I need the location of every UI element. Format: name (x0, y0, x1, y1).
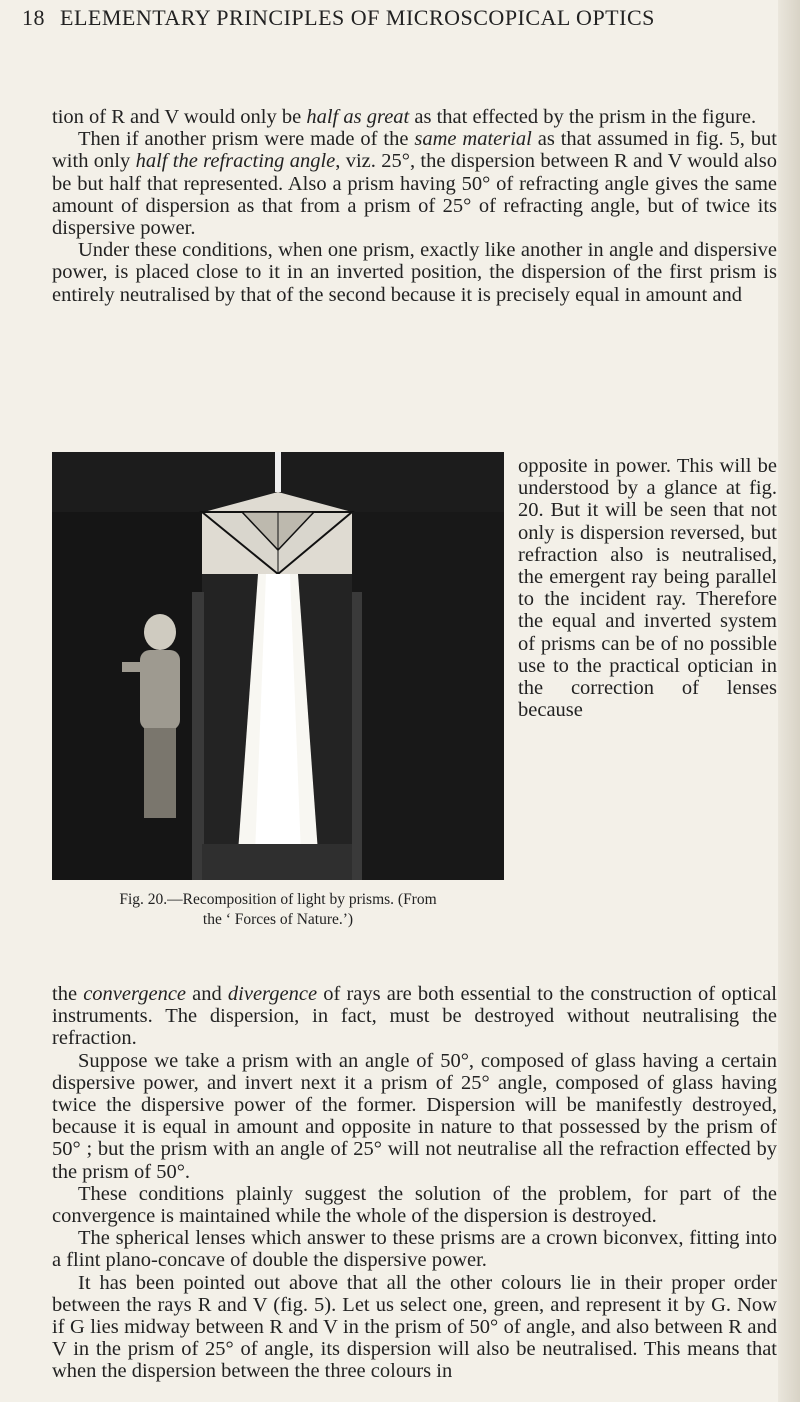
prism-recomposition-illustration (52, 452, 504, 880)
paragraph (52, 106, 777, 128)
flow-text-block (52, 983, 777, 1383)
running-title: ELEMENTARY PRINCIPLES OF MICROSCOPICAL OPTICS (60, 5, 655, 30)
text-run: Suppose we take a prism with an angle of 50°, composed of glass having a certain dispersive power, and invert next it a prism of 25° angle, composed of glass having twice the dispersive power of the former. Dispersion will be manifestly destroyed, because it is equal in amount and opposite in nature to that possessed by the prism of 50° ; but the prism with an angle of 25° will not neutralise all the refraction effected by the prism of 50°. (52, 1049, 777, 1183)
text-run: tion of R and V would only be (52, 106, 307, 128)
text-run: of rays are both essential to the construction of optical instruments. The dispersion, in fact, must be destroyed without neutralising the refraction. (52, 983, 777, 1050)
italic-text: same material (414, 128, 532, 151)
italic-text: half the refracting angle (135, 150, 336, 173)
page-number: 18 (22, 5, 45, 30)
page-binding-edge (778, 0, 800, 1402)
text-run: the (52, 983, 84, 1005)
paragraph (52, 1272, 777, 1383)
text-run: It has been pointed out above that all the other colours lie in their proper order between the rays R and V (fig. 5). Let us select one, green, and represent it by G. Now if G lies midway between R and V in the prism of 50° of angle, and also between R and V in the prism of 25° of angle, its dispersion will also be neutralised. This means that when the dispersion between the three colours in (52, 1271, 777, 1383)
paragraph (52, 983, 777, 1050)
paragraph (52, 128, 777, 239)
figure-20 (52, 452, 504, 885)
running-header (18, 0, 778, 52)
text-run: The spherical lenses which answer to these prisms are a crown biconvex, fitting into a flint plano-concave of double the dispersive power. (52, 1227, 777, 1272)
caption-line-2: the ‘ Forces of Nature.’) (202, 911, 354, 928)
italic-text: half as great (306, 106, 410, 128)
text-run: Then if another prism were made of the (78, 128, 415, 151)
top-text-block (52, 106, 777, 306)
text-run: as that assumed in fig. 5, but with only (52, 128, 777, 173)
figure-caption (52, 890, 504, 930)
text-run: Under these conditions, when one prism, exactly like another in angle and dispersive power, is placed close to it in an inverted position, the dispersion of the first prism is entirely neutralised by that of the second because it is precisely equal in amount and (52, 239, 777, 306)
paragraph (52, 1183, 777, 1227)
text-run: These conditions plainly suggest the solution of the problem, for part of the convergence is maintained while the whole of the dispersion is destroyed. (52, 1182, 777, 1228)
text-run: and (186, 983, 228, 1005)
paragraph (52, 239, 777, 306)
italic-text: divergence (227, 983, 318, 1005)
paragraph (52, 1227, 777, 1271)
right-column-text: opposite in power. This will be understood by a glance at fig. 20. But it will be seen that not only is dispersion reversed, but refraction also is neutralised, the emergent ray being parallel to the incident ray. Therefore the equal and inverted system of prisms can be of no possible use to the practical optician in the correction of lenses because (518, 455, 777, 722)
caption-line-1: Fig. 20.—Recomposition of light by prisms. (From (119, 891, 437, 908)
text-run: , viz. 25°, the dispersion between R and V would also be but half that represented. Also a prism having 50° of refracting angle gives the same amount of dispersion as that from a prism of 25° of refracting angle, but of twice its dispersive power. (52, 150, 777, 240)
text-run: as that effected by the prism in the figure. (409, 106, 757, 128)
italic-text: convergence (83, 983, 187, 1005)
paragraph (52, 1050, 777, 1183)
